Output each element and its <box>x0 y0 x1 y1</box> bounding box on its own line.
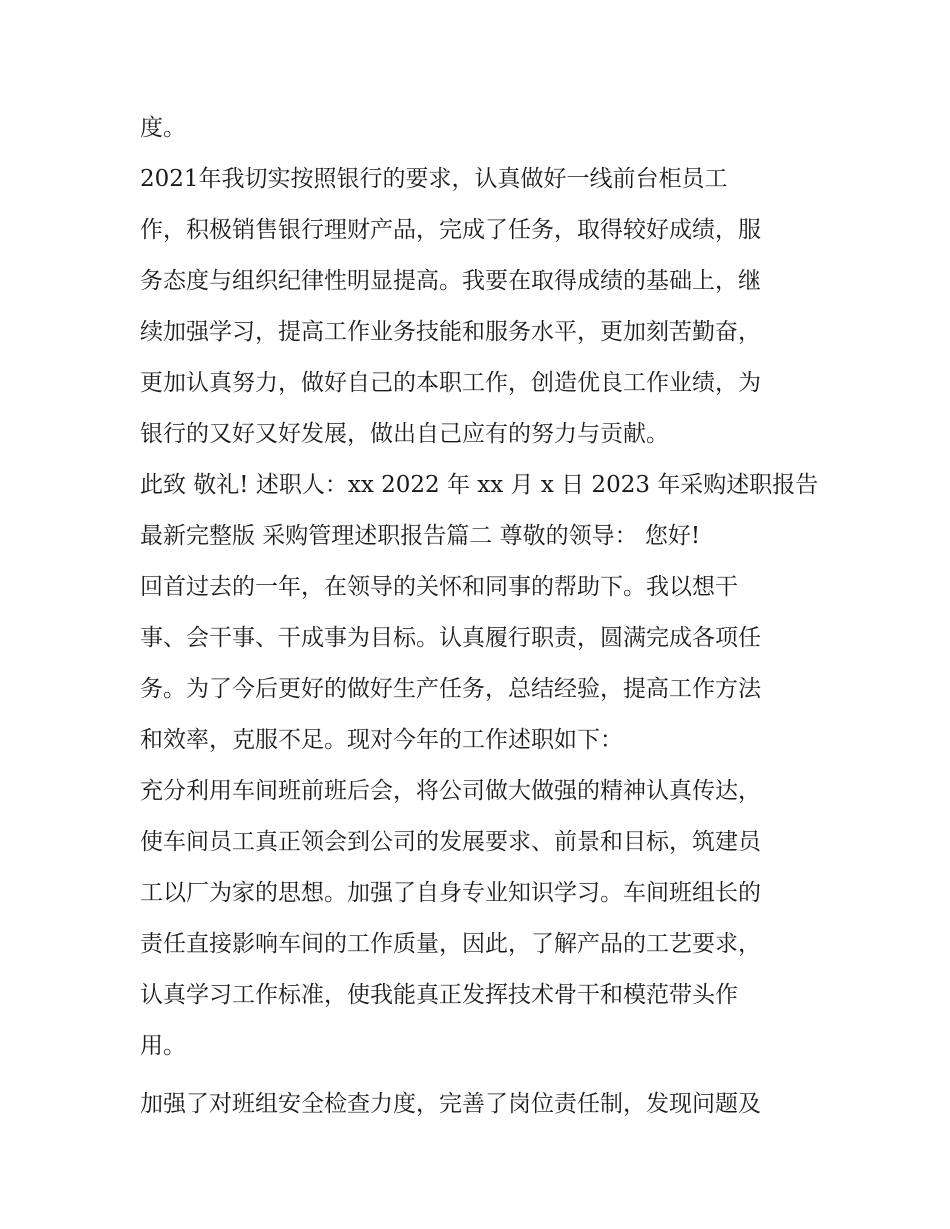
body-text <box>140 108 830 1135</box>
text-line: 作，积极销售银行理财产品，完成了任务，取得较好成绩，服 <box>140 217 761 243</box>
text-line: 工以厂为家的思想。加强了自身专业知识学习。车间班组长的 <box>140 880 761 906</box>
text-line: 充分利用车间班前班后会，将公司做大做强的精神认真传达， <box>140 778 761 804</box>
text-line: 2021年我切实按照银行的要求，认真做好一线前台柜员工 <box>140 166 728 192</box>
text-line: 最新完整版 采购管理述职报告篇二 尊敬的领导： 您好! <box>140 523 701 549</box>
text-line: 加强了对班组安全检查力度，完善了岗位责任制，发现问题及 <box>140 1091 761 1117</box>
text-line: 事、会干事、干成事为目标。认真履行职责，圆满完成各项任 <box>140 625 761 651</box>
text-line: 和效率，克服不足。现对今年的工作述职如下： <box>140 727 623 753</box>
text-line: 度。 <box>140 115 186 141</box>
text-line: 此致 敬礼! 述职人：xx 2022 年 xx 月 x 日 2023 年采购述职报告 <box>140 472 819 498</box>
text-line: 用。 <box>140 1033 186 1059</box>
text-line: 银行的又好又好发展，做出自己应有的努力与贡献。 <box>140 421 669 447</box>
text-line: 续加强学习，提高工作业务技能和服务水平，更加刻苦勤奋， <box>140 319 761 345</box>
text-line: 使车间员工真正领会到公司的发展要求、前景和目标，筑建员 <box>140 829 761 855</box>
text-line: 务态度与组织纪律性明显提高。我要在取得成绩的基础上，继 <box>140 268 761 294</box>
text-line: 认真学习工作标准，使我能真正发挥技术骨干和模范带头作 <box>140 982 738 1008</box>
text-line: 更加认真努力，做好自己的本职工作，创造优良工作业绩，为 <box>140 370 761 396</box>
text-line: 回首过去的一年，在领导的关怀和同事的帮助下。我以想干 <box>140 574 738 600</box>
text-line: 责任直接影响车间的工作质量，因此，了解产品的工艺要求， <box>140 931 761 957</box>
text-line: 务。为了今后更好的做好生产任务，总结经验，提高工作方法 <box>140 676 761 702</box>
